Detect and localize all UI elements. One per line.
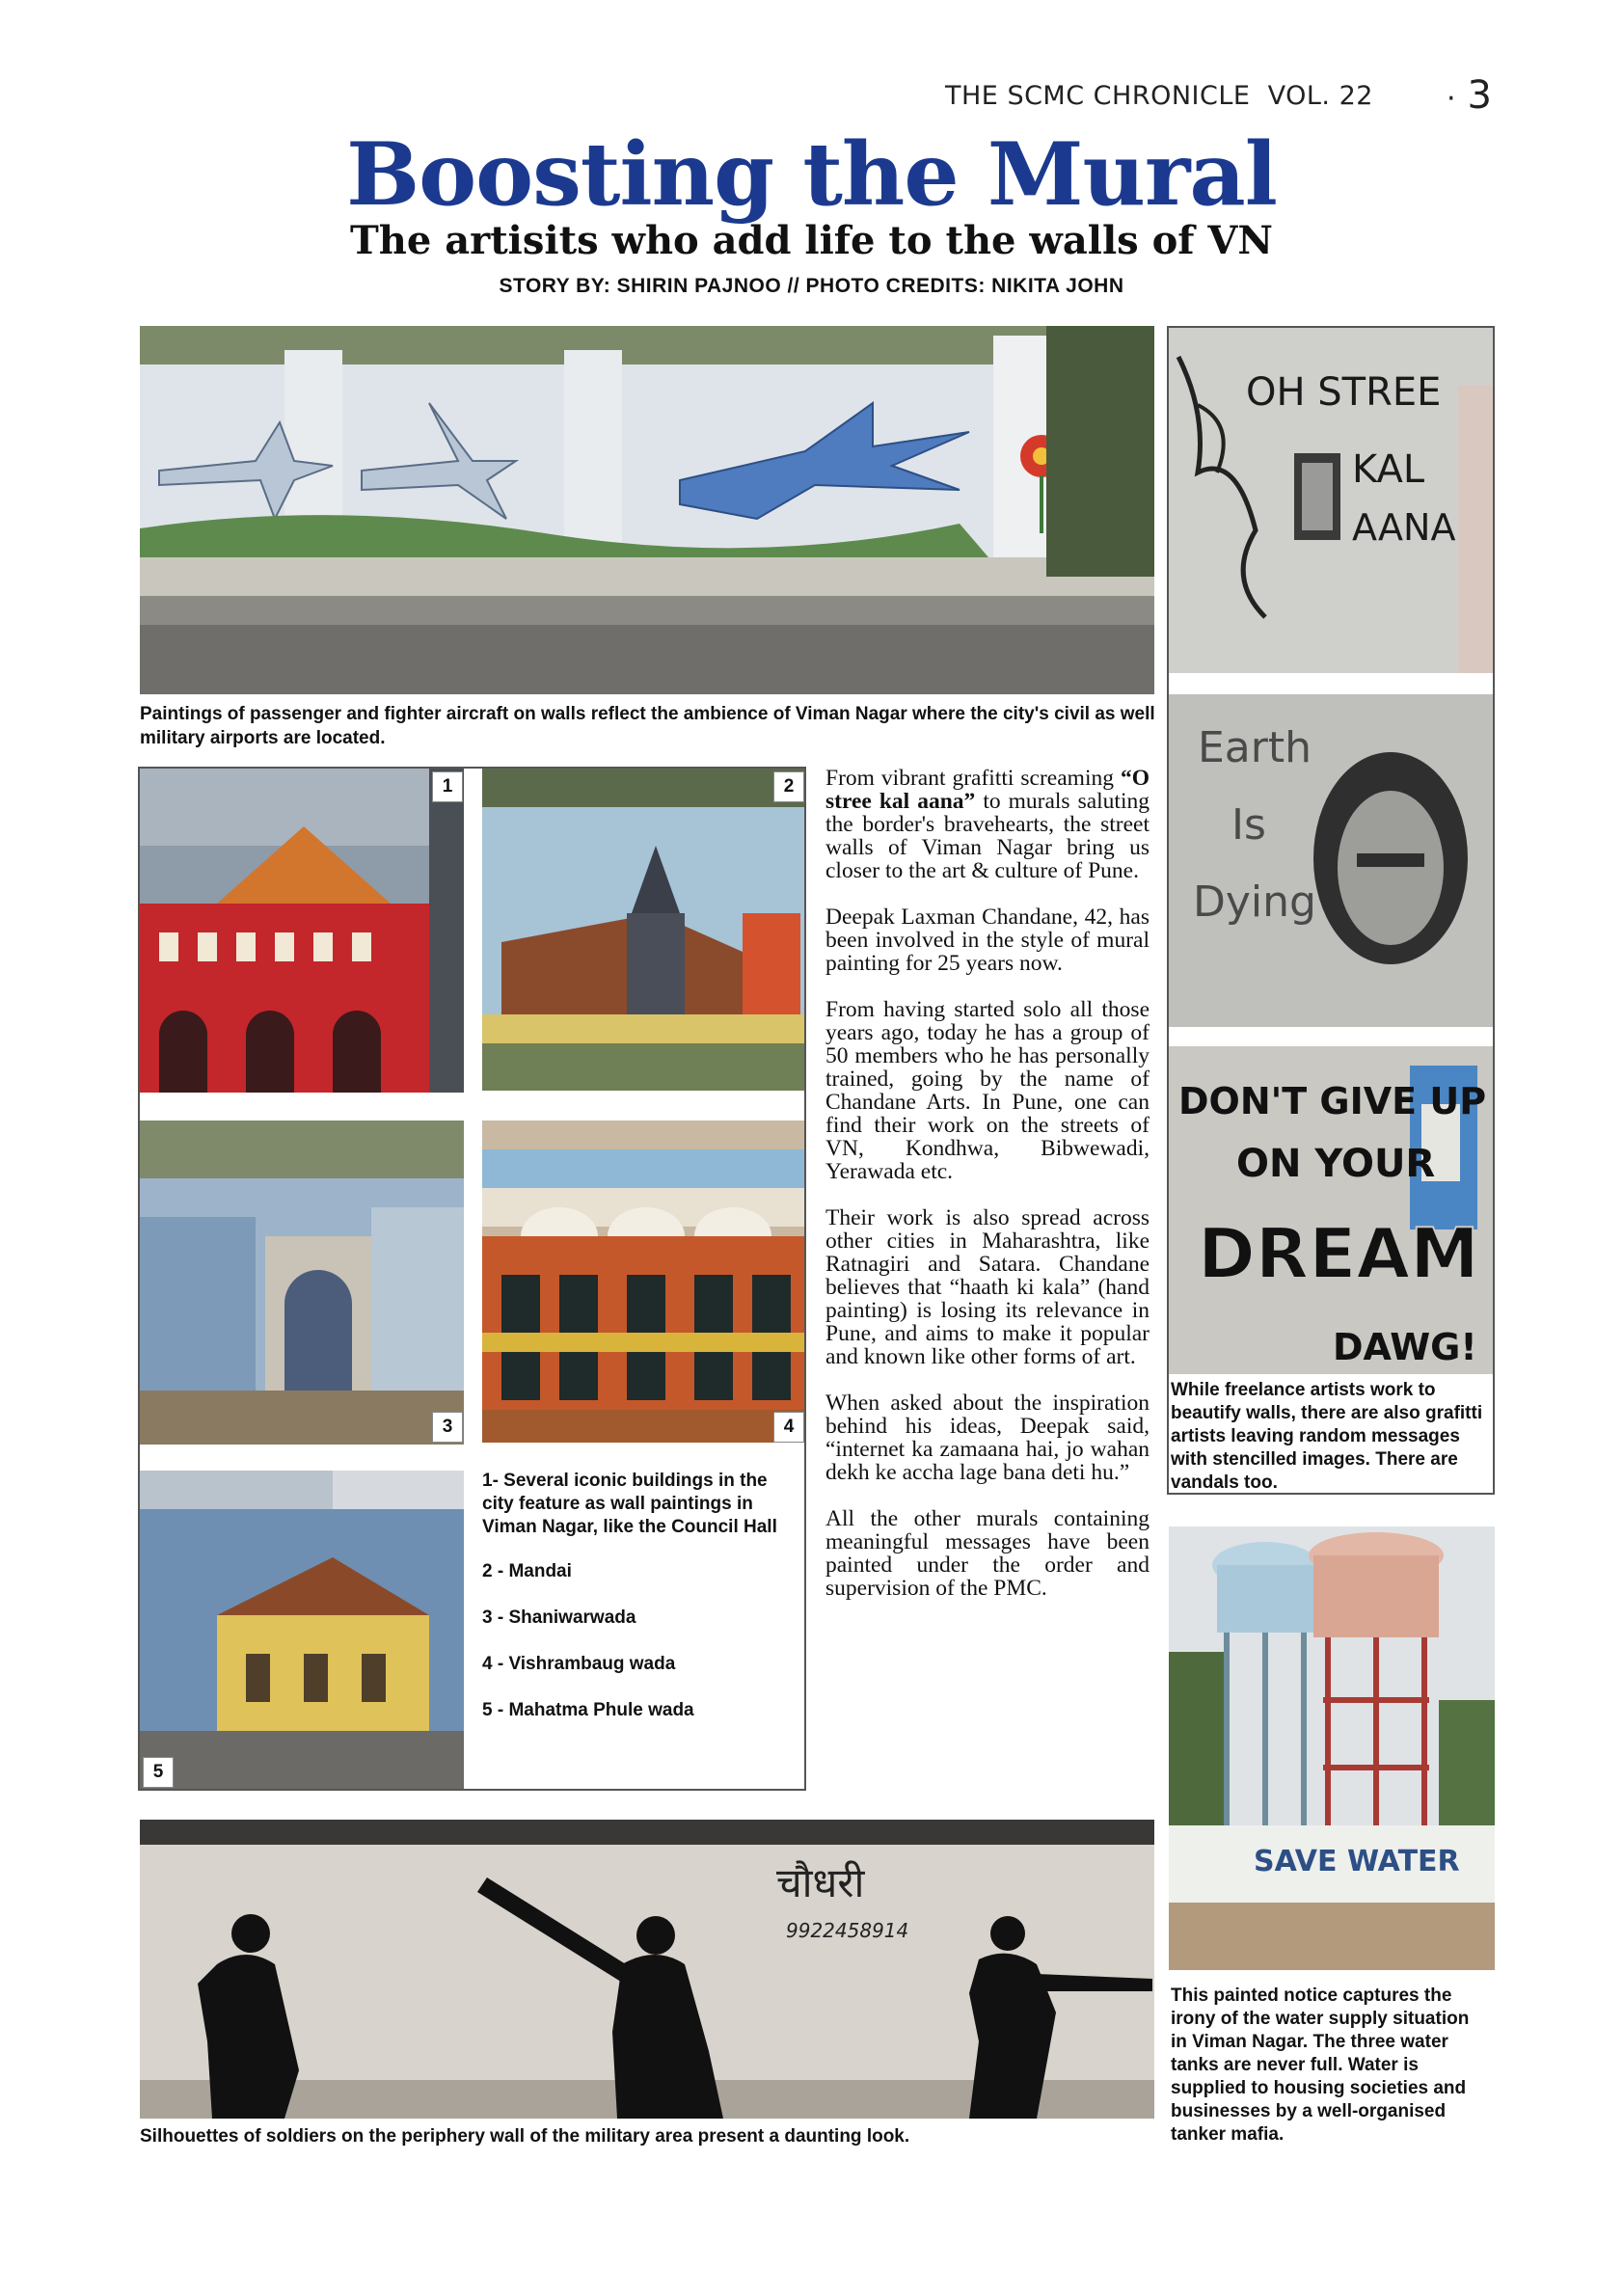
soldier-mural-phone: 9922458914	[786, 1919, 909, 1942]
headline-subtitle: The artisits who add life to the walls of VN	[349, 218, 1273, 263]
soldier-mural-signature: चौधरी	[776, 1859, 865, 1906]
earth-is-dying-graffiti-photo	[1169, 694, 1493, 1027]
volume-label: VOL. 22	[1267, 81, 1373, 111]
publication-header	[945, 81, 1373, 111]
photo-number-3: 3	[432, 1412, 463, 1443]
article-paragraph-1: From vibrant grafitti screaming “O stree kal aana” to murals saluting the border's bravehearts, the street walls of Viman Nagar bring us closer to the art & culture of Pune.	[825, 766, 1150, 883]
article-paragraph-5: When asked about the inspiration behind his ideas, Deepak said, “internet ka zamaana hai, jo wahan dekh ke accha lage bana deti hu.”	[825, 1391, 1150, 1485]
publication-name: THE SCMC CHRONICLE	[945, 81, 1251, 111]
photo-number-5: 5	[143, 1757, 174, 1788]
graffiti-caption: While freelance artists work to beautify walls, there are also grafitti artists leaving random messages with stencilled images. There are vandals too.	[1171, 1380, 1483, 1493]
aircraft-caption: Paintings of passenger and fighter aircraft on walls reflect the ambience of Viman Nagar where the city's civil as well military airports are located.	[140, 704, 1155, 748]
legend-item-5: 5 - Mahatma Phule wada	[482, 1700, 694, 1720]
headline-title: Boosting the Mural	[346, 123, 1277, 226]
legend-item-2: 2 - Mandai	[482, 1561, 572, 1581]
article-paragraph-4: Their work is also spread across other cities in Maharashtra, like Ratnagiri and Satara. Chandane believes that “haath ki kala” (hand painting) is losing its relevance in Pune, and aims to make it popular and known like other forms of art.	[825, 1205, 1150, 1369]
photo-number-4: 4	[773, 1412, 804, 1443]
soldiers-mural-photo	[140, 1820, 1154, 2119]
byline: STORY BY: SHIRIN PAJNOO // PHOTO CREDITS: NIKITA JOHN	[499, 275, 1124, 297]
page-number: · 3	[1447, 73, 1492, 118]
mahatma-phule-wada-photo	[140, 1471, 464, 1789]
water-tanks-photo	[1169, 1526, 1495, 1970]
graffiti-dream: DREAM	[1198, 1213, 1479, 1294]
photo-number-1: 1	[432, 771, 463, 802]
graffiti-kal: KAL	[1352, 447, 1425, 492]
graffiti-aana: AANA	[1352, 506, 1456, 549]
soldiers-caption: Silhouettes of soldiers on the periphery wall of the military area present a daunting look.	[140, 2126, 910, 2147]
photo-number-2: 2	[773, 771, 804, 802]
graffiti-oh-stree: OH STREE	[1246, 370, 1442, 415]
vishrambaug-wada-photo	[482, 1121, 804, 1443]
graffiti-is: Is	[1231, 800, 1266, 850]
water-caption: This painted notice captures the irony of the water supply situation in Viman Nagar. The three water tanks are never full. Water is supplied to housing societies and businesses by a well-organised tanker mafia.	[1171, 1985, 1470, 2145]
graffiti-dont-give-up: DON'T GIVE UP	[1178, 1080, 1487, 1122]
graffiti-on-your: ON YOUR	[1236, 1142, 1436, 1186]
graffiti-earth: Earth	[1198, 723, 1312, 772]
article-paragraph-2: Deepak Laxman Chandane, 42, has been involved in the style of mural painting for 25 years now.	[825, 905, 1150, 976]
graffiti-dying: Dying	[1193, 878, 1316, 927]
legend-item-4: 4 - Vishrambaug wada	[482, 1654, 676, 1674]
article-body	[825, 767, 1150, 1623]
article-paragraph-3: From having started solo all those years ago, today he has a group of 50 members who he has personally trained, going by the name of Chandane Arts. In Pune, one can find their work on the streets of VN, Kondhwa, Bibwewadi, Yerawada etc.	[825, 997, 1150, 1184]
page-number-value: 3	[1467, 73, 1492, 118]
council-hall-photo	[140, 769, 464, 1093]
legend-item-3: 3 - Shaniwarwada	[482, 1607, 636, 1628]
oh-stree-graffiti-photo	[1169, 328, 1493, 673]
graffiti-dawg: DAWG!	[1333, 1326, 1477, 1368]
dont-give-up-graffiti-photo	[1169, 1046, 1493, 1374]
building-legend	[482, 1470, 800, 1745]
aircraft-mural-photo	[140, 326, 1154, 694]
save-water-sign: SAVE WATER	[1254, 1845, 1460, 1878]
legend-item-1: 1- Several iconic buildings in the city feature as wall paintings in Viman Nagar, like the Council Hall	[482, 1471, 777, 1537]
mandai-photo	[482, 769, 804, 1091]
shaniwarwada-photo	[140, 1121, 464, 1445]
article-paragraph-6: All the other murals containing meaningful messages have been painted under the order and supervision of the PMC.	[825, 1506, 1150, 1601]
